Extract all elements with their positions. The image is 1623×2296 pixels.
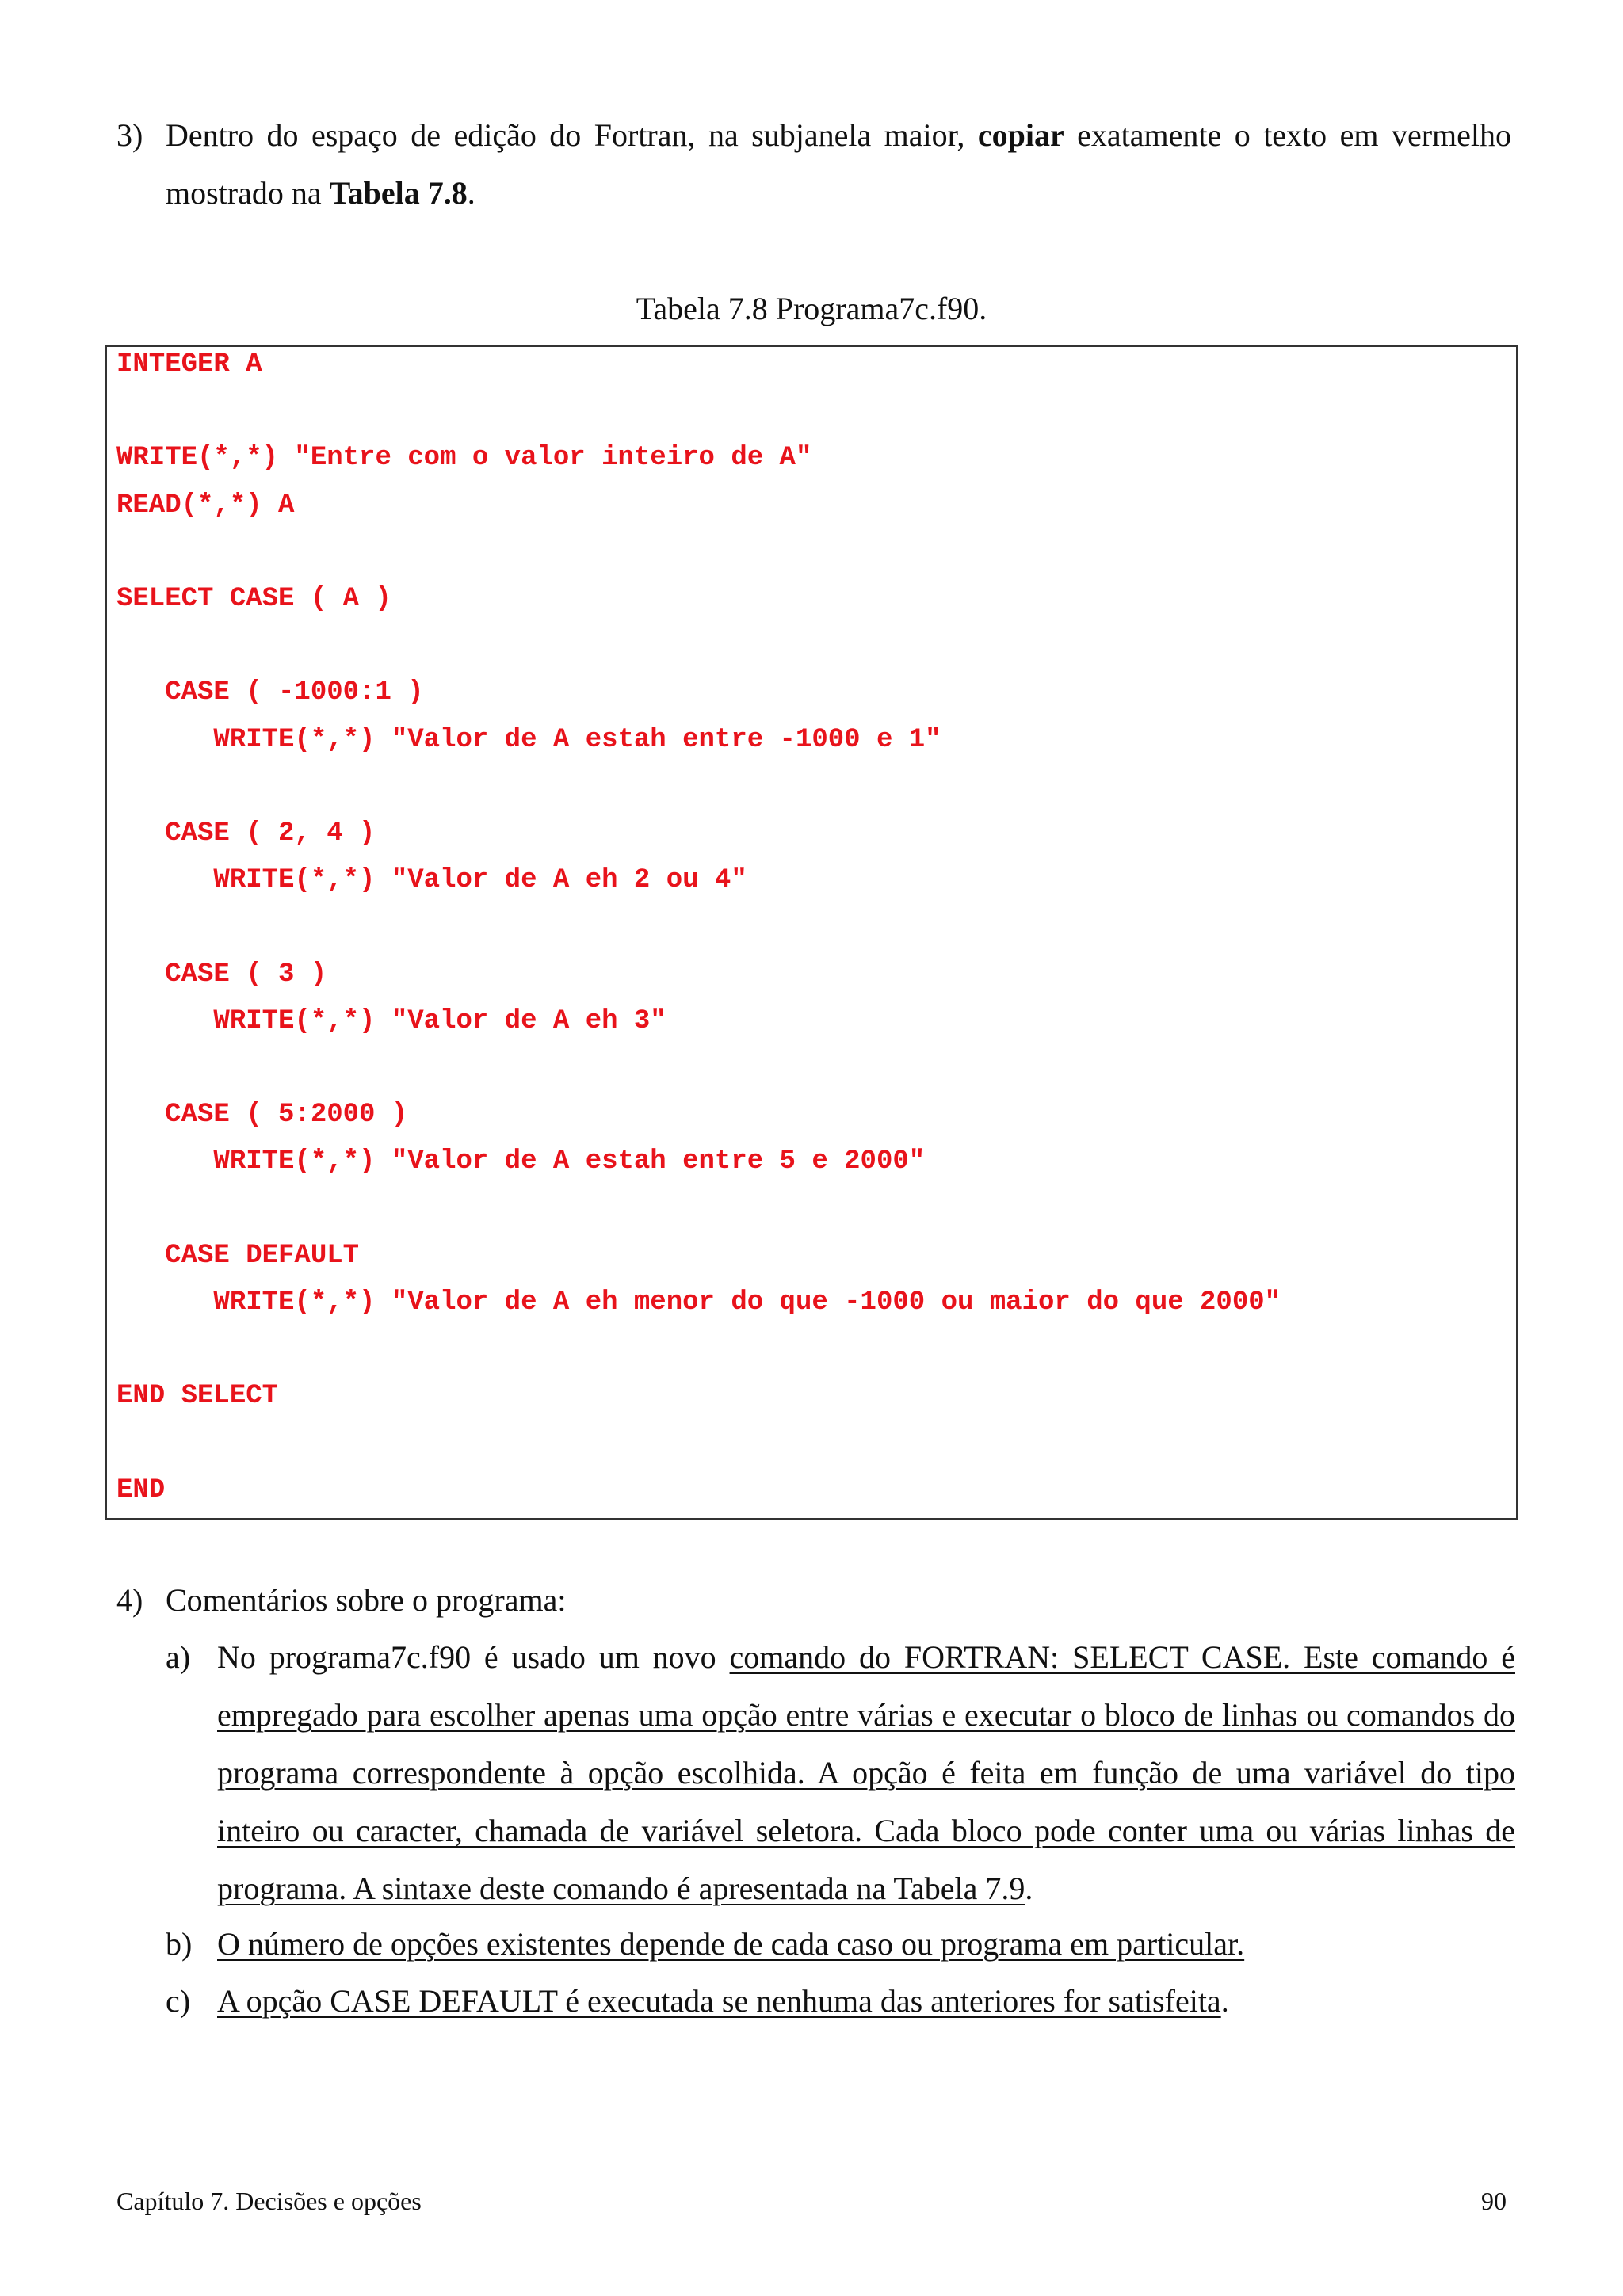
instruction-item-3	[116, 106, 1511, 222]
copy-emphasis: copiar	[977, 117, 1064, 153]
code-line: READ(*,*) A	[116, 490, 295, 521]
item-number: 4)	[116, 1582, 143, 1618]
code-line: WRITE(*,*) "Valor de A eh 2 ou 4"	[116, 865, 747, 896]
code-line: END SELECT	[116, 1381, 279, 1412]
comments-item-4	[116, 1571, 1511, 1629]
comment-c	[166, 1972, 1515, 2030]
code-line: CASE DEFAULT	[116, 1240, 360, 1271]
code-line: CASE ( 5:2000 )	[116, 1100, 408, 1131]
comment-c-text: A opção CASE DEFAULT é executada se nenhuma das anteriores for satisfeita.	[217, 1983, 1229, 2019]
underlined-text: comando do FORTRAN: SELECT CASE. Este comando é empregado para escolher apenas uma opção entre várias e executar o bloco de linhas ou comandos do programa correspondente à opção escolhida. A opção é feita em função de uma variável do tipo inteiro ou caracter, chamada de variável seletora. Cada bloco pode conter uma ou várias linhas de programa. A sintaxe deste comando é apresentada na Tabela 7.9	[217, 1639, 1515, 1906]
comment-b-text	[217, 1915, 1515, 1973]
code-line: CASE ( 2, 4 )	[116, 818, 376, 849]
code-line: CASE ( -1000:1 )	[116, 677, 424, 708]
table-reference: Tabela 7.8	[329, 175, 468, 211]
code-line: WRITE(*,*) "Valor de A eh 3"	[116, 1005, 666, 1036]
code-line: SELECT CASE ( A )	[116, 584, 391, 614]
code-line: WRITE(*,*) "Valor de A estah entre -1000 e 1"	[116, 724, 941, 755]
code-line: WRITE(*,*) "Valor de A eh menor do que -1000 ou maior do que 2000"	[116, 1287, 1281, 1318]
sub-letter: a)	[166, 1639, 191, 1675]
underlined-text: A opção CASE DEFAULT é executada se nenhuma das anteriores for satisfeita	[217, 1983, 1221, 2019]
comments-heading: Comentários sobre o programa:	[166, 1582, 567, 1618]
sub-letter: c)	[166, 1983, 191, 2019]
code-listing-box	[105, 345, 1518, 1520]
comment-b	[166, 1915, 1515, 1973]
instruction-text: Dentro do espaço de edição do Fortran, na subjanela maior, copiar exatamente o texto em vermelho mostrado na Tabela 7.8.	[166, 117, 1512, 211]
table-caption: Tabela 7.8 Programa7c.f90.	[636, 291, 987, 326]
code-line: CASE ( 3 )	[116, 959, 327, 990]
comment-a-text: No programa7c.f90 é usado um novo comando do FORTRAN: SELECT CASE. Este comando é empregado para escolher apenas uma opção entre várias e executar o bloco de linhas ou comandos do programa correspondente à opção escolhida. A opção é feita em função de uma variável do tipo inteiro ou caracter, chamada de variável seletora. Cada bloco pode conter uma ou várias linhas de programa. A sintaxe deste comando é apresentada na Tabela 7.9.	[217, 1639, 1515, 1906]
code-line: END	[116, 1474, 166, 1505]
footer-chapter: Capítulo 7. Decisões e opções	[116, 2187, 422, 2215]
comment-a	[166, 1628, 1515, 1917]
item-number: 3)	[116, 117, 143, 153]
code-line: INTEGER A	[116, 349, 262, 379]
underlined-text: O número de opções existentes depende de cada caso ou programa em particular.	[217, 1926, 1245, 1962]
sub-letter: b)	[166, 1926, 193, 1962]
code-line: WRITE(*,*) "Entre com o valor inteiro de A"	[116, 443, 812, 474]
footer-page-number: 90	[1481, 2187, 1507, 2215]
code-line: WRITE(*,*) "Valor de A estah entre 5 e 2000"	[116, 1146, 926, 1177]
